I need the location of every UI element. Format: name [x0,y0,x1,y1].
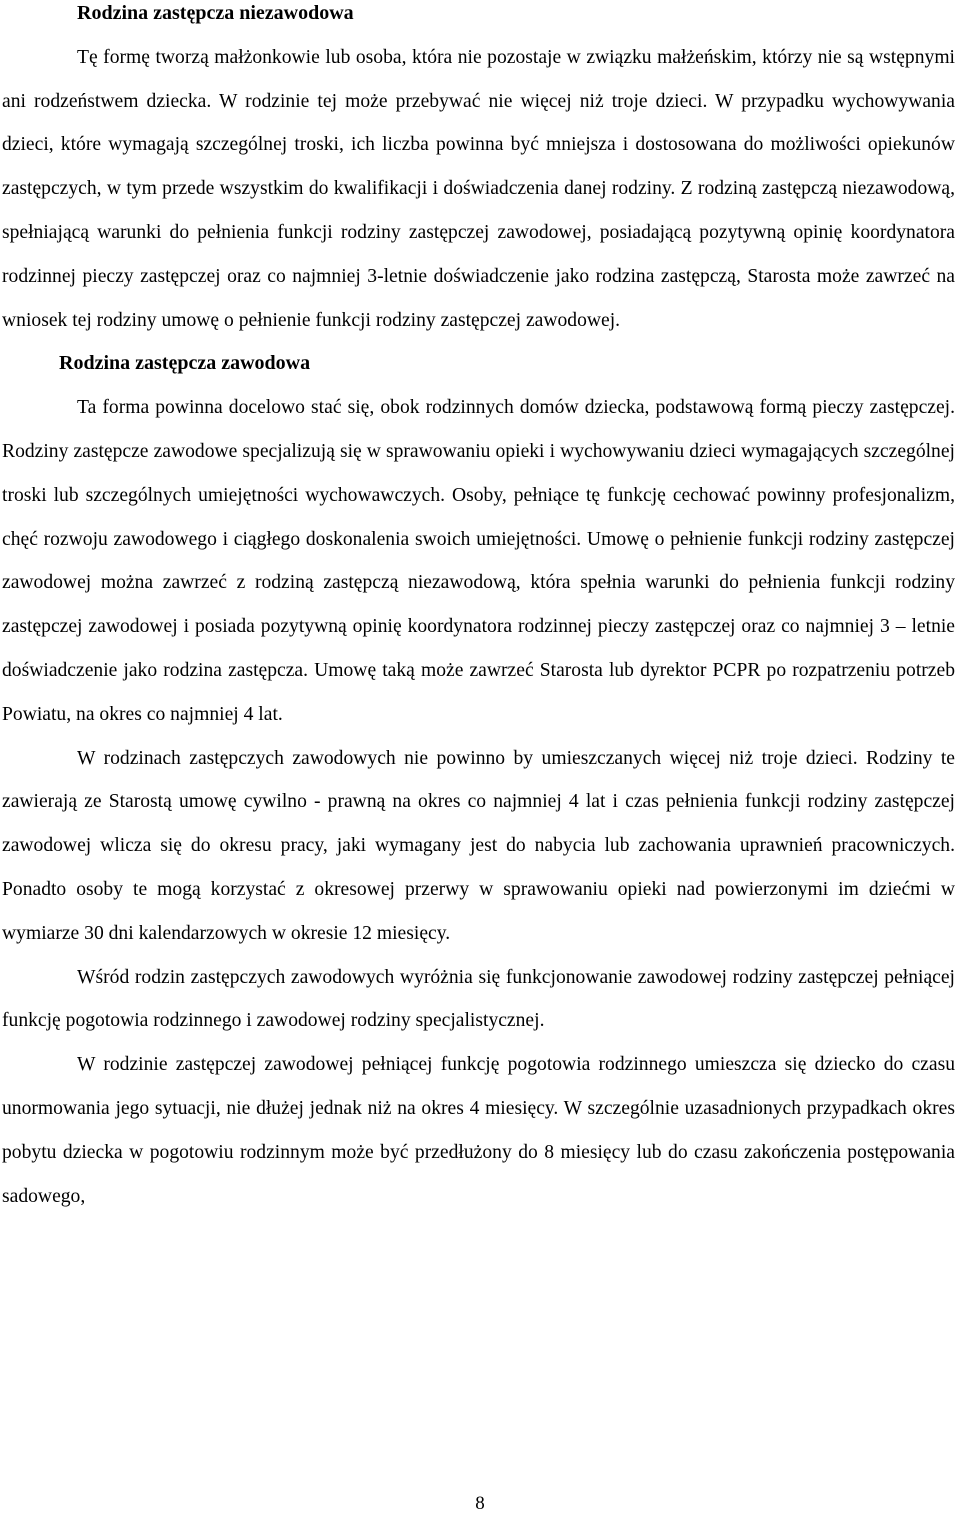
section-heading-zawodowa: Rodzina zastępcza zawodowa [59,352,311,375]
page-number: 8 [475,1493,485,1514]
paragraph-zawodowa-description: Ta forma powinna docelowo stać się, obok rodzinnych domów dziecka, podstawową formą pieczy zastępczej. Rodziny zastępcze zawodowe specjalizują się w sprawowaniu opieki i wychowywaniu dzieci wymagających szczególnej troski lub szczególnych umiejętności wychowawczych. Osoby, pełniące tę funkcję cechować powinny profesjonalizm, chęć rozwoju zawodowego i ciągłego doskonalenia swoich umiejętności. Umowę o pełnienie funkcji rodziny zastępczej zawodowej można zawrzeć z rodziną zastępczą niezawodową, która spełnia warunki do pełnienia funkcji rodziny zastępczej zawodowej i posiada pozytywną opinię koordynatora rodzinnej pieczy zastępczej oraz co najmniej 3 – letnie doświadczenie jako rodzina zastępcza. Umowę taką może zawrzeć Starosta lub dyrektor PCPR po rozpatrzeniu potrzeb Powiatu, na okres co najmniej 4 lat. [2,397,955,725]
document-page [2,0,955,1218]
section-heading-niezawodowa: Rodzina zastępcza niezawodowa [77,2,354,24]
paragraph-pogotowie-rodzinne: W rodzinie zastępczej zawodowej pełniącej funkcję pogotowia rodzinnego umieszcza się dziecko do czasu unormowania jego sytuacji, nie dłużej jednak niż na okres 4 miesięcy. W szczególnie uzasadnionych przypadkach okres pobytu dziecka w pogotowiu rodzinnym może być przedłużony do 8 miesięcy lub do czasu zakończenia postępowania sadowego, [2,1054,955,1207]
paragraph-niezawodowa-description: Tę formę tworzą małżonkowie lub osoba, która nie pozostaje w związku małżeńskim, którzy nie są wstępnymi ani rodzeństwem dziecka. W rodzinie tej może przebywać nie więcej niż troje dzieci. W przypadku wychowywania dzieci, które wymagają szczególnej troski, ich liczba powinna być mniejsza i dostosowana do możliwości opiekunów zastępczych, w tym przede wszystkim do kwalifikacji i doświadczenia danej rodziny. Z rodziną zastępczą niezawodową, spełniającą warunki do pełnienia funkcji rodziny zastępczej zawodowej, posiadającą pozytywną opinię koordynatora rodzinnej pieczy zastępczej oraz co najmniej 3-letnie doświadczenie jako rodzina zastępczą, Starosta może zawrzeć na wniosek tej rodziny umowę o pełnienie funkcji rodziny zastępczej zawodowej. [2,46,955,331]
paragraph-zawodowa-children-limit: W rodzinach zastępczych zawodowych nie powinno by umieszczanych więcej niż troje dzieci. Rodziny te zawierają ze Starostą umowę cywilno - prawną na okres co najmniej 4 lat i czas pełnienia funkcji rodziny zastępczej zawodowej wlicza się do okresu pracy, jaki wymagany jest do nabycia lub zachowania uprawnień pracowniczych. Ponadto osoby te mogą korzystać z okresowej przerwy w sprawowaniu opieki nad powierzonymi im dziećmi w wymiarze 30 dni kalendarzowych w okresie 12 miesięcy. [2,747,955,944]
paragraph-zawodowa-types: Wśród rodzin zastępczych zawodowych wyróżnia się funkcjonowanie zawodowej rodziny zastępczej pełniącej funkcję pogotowia rodzinnego i zawodowej rodziny specjalistycznej. [2,966,955,1032]
